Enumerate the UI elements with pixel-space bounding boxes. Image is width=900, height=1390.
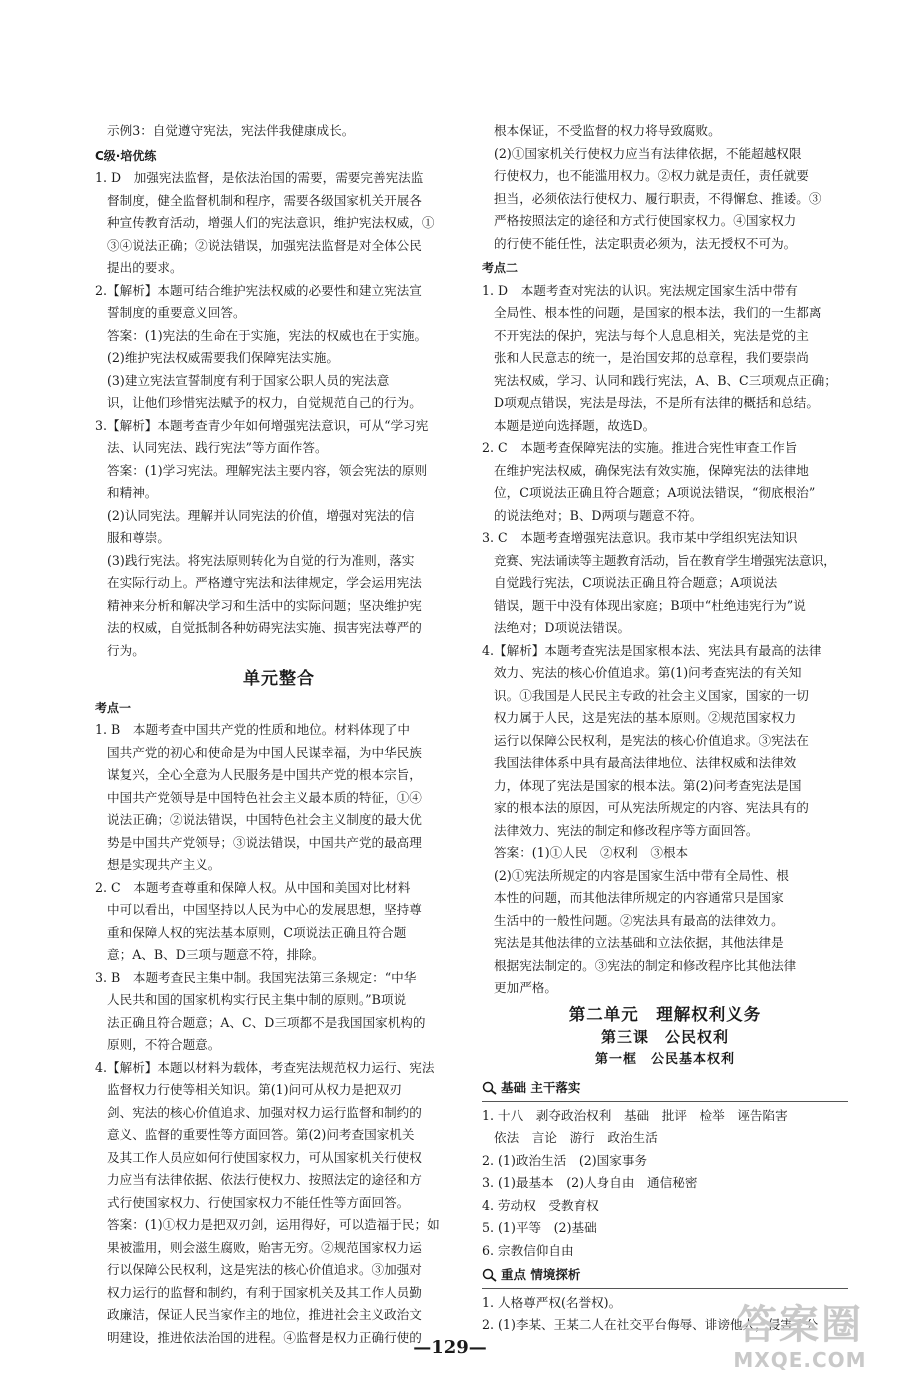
text-line: ③④说法正确；②说法错误，加强宪法监督是对全体公民 bbox=[107, 237, 422, 253]
text-line: 1. 人格尊严权(名誉权)。 bbox=[482, 1294, 622, 1310]
text-line: 2. C 本题考查保障宪法的实施。推进合宪性审查工作旨 bbox=[482, 440, 798, 455]
text-line: 想是实现共产主义。 bbox=[107, 857, 221, 872]
text-line: 本题是逆向选择题，故选D。 bbox=[494, 417, 656, 433]
text-line: 在维护宪法权威，确保宪法有效实施，保障宪法的法律地 bbox=[494, 462, 809, 478]
text-line: (3)建立宪法宣誓制度有利于国家公职人员的宪法意 bbox=[107, 372, 390, 388]
text-line: 监督权力行使等相关知识。第(1)问可从权力是把双刃 bbox=[107, 1082, 402, 1097]
text-line: 行以保障公民权利，这是宪法的核心价值追求。③加强对 bbox=[107, 1262, 422, 1277]
text-line: 力应当有法律依据、依法行使权力、按照法定的途径和方 bbox=[107, 1172, 422, 1187]
text-line: 宪法权威，学习、认同和践行宪法，A、B、C三项观点正确； bbox=[494, 372, 837, 388]
text-line: 中国共产党领导是中国特色社会主义最本质的特征，①④ bbox=[107, 789, 422, 805]
magnifier-icon bbox=[482, 1081, 498, 1095]
text-line: 识。①我国是人民民主专政的社会主义国家，国家的一切 bbox=[494, 687, 809, 703]
text-line: 更加严格。 bbox=[494, 980, 557, 995]
answer-r3 bbox=[482, 527, 848, 640]
text-line: 国共产党的初心和使命是为中国人民谋幸福，为中华民族 bbox=[107, 744, 422, 760]
text-line: (2)①宪法所规定的内容是国家生活中带有全局性、根 bbox=[494, 867, 789, 883]
text-line: 法绝对；D项说法错误。 bbox=[494, 620, 631, 635]
text-line: 势是中国共产党领导；③说法错误，中国共产党的最高理 bbox=[107, 834, 422, 850]
text-line: 权力属于人民，这是宪法的基本原则。②规范国家权力 bbox=[494, 710, 797, 725]
text-line: 2.【解析】本题可结合维护宪法权威的必要性和建立宪法宣 bbox=[95, 282, 422, 298]
text-line: 宪法是其他法律的立法基础和立法依据，其他法律是 bbox=[494, 935, 784, 950]
text-line: 式行使国家权力、行使国家权力不能任性等方面回答。 bbox=[107, 1194, 410, 1210]
basics-heading bbox=[482, 1077, 848, 1102]
text-line: (3)践行宪法。将宪法原则转化为自觉的行为准则，落实 bbox=[107, 552, 415, 568]
text-line: 果被滥用，则会滋生腐败，贻害无穷。②规范国家权力运 bbox=[107, 1239, 422, 1255]
text-line: 1. B 本题考查中国共产党的性质和地位。材料体现了中 bbox=[95, 722, 410, 737]
text-line: 明建设，推进依法治国的进程。④监督是权力正确行使的 bbox=[107, 1329, 422, 1345]
text-line: 行使权力，也不能滥用权力。②权力就是责任，责任就要 bbox=[494, 168, 809, 183]
text-line: 意义、监督的重要性等方面回答。第(2)问考查国家机关 bbox=[107, 1127, 415, 1142]
text-line: 1. D 本题考查对宪法的认识。宪法规定国家生活中带有 bbox=[482, 282, 798, 298]
text-line: 不开宪法的保护，宪法与每个人息息相关，宪法是党的主 bbox=[494, 327, 809, 343]
text-line: 种宣传教育活动，增强人们的宪法意识，维护宪法权威，① bbox=[107, 215, 435, 230]
unit-2-title: 第二单元 理解权利义务 bbox=[568, 1004, 762, 1024]
example-line: 示例3：自觉遵守宪法，宪法伴我健康成长。 bbox=[107, 123, 355, 138]
text-line: 担当，必须依法行使权力、履行职责，不得懈怠、推诿。③ bbox=[494, 190, 822, 206]
answer-r4 bbox=[482, 640, 848, 1000]
text-line: 答案：(1)学习宪法。理解宪法主要内容，领会宪法的原则 bbox=[107, 462, 428, 478]
text-line: 法、认同宪法、践行宪法”等方面作答。 bbox=[107, 440, 328, 455]
kaodian-1-heading: 考点一 bbox=[95, 700, 132, 715]
text-line: 行为。 bbox=[107, 642, 145, 658]
answer-line: 答案：(1)①人民 ②权利 ③根本 bbox=[494, 845, 689, 860]
text-line: 权力运行的监督和制约，有利于国家机关及其工作人员勤 bbox=[107, 1284, 422, 1300]
answer-c1 bbox=[95, 167, 463, 280]
watermark-logo bbox=[715, 1302, 885, 1382]
text-line: 答案：(1)宪法的生命在于实施，宪法的权威也在于实施。 bbox=[107, 327, 428, 343]
text-line: 法律效力、宪法的制定和修改程序等方面回答。 bbox=[494, 822, 759, 838]
text-line: 誓制度的重要意义回答。 bbox=[107, 305, 246, 320]
text-line: 答案：(1)①权力是把双刃剑，运用得好，可以造福于民；如 bbox=[107, 1217, 440, 1232]
text-line: 3.【解析】本题考查青少年如何增强宪法意识，可从“学习宪 bbox=[95, 417, 429, 433]
text-line: 和精神。 bbox=[107, 485, 158, 500]
text-line: 1. D 加强宪法监督，是依法治国的需要，需要完善宪法监 bbox=[95, 170, 424, 185]
text-line: 错误，题干中没有体现出家庭；B项中“杜绝违宪行为”说 bbox=[494, 597, 806, 613]
text-line: 生活中的一般性问题。②宪法具有最高的法律效力。 bbox=[494, 912, 784, 928]
text-line: 4. 劳动权 受教育权 bbox=[482, 1197, 599, 1213]
text-line: 5. (1)平等 (2)基础 bbox=[482, 1220, 597, 1235]
text-line: 剑、宪法的核心价值追求、加强对权力运行监督和制约的 bbox=[107, 1104, 422, 1120]
section-c-heading: C级·培优练 bbox=[95, 148, 157, 163]
text-line: 全局性、根本性的问题，是国家的根本法，我们的一生都离 bbox=[494, 305, 822, 320]
text-line: 重和保障人权的宪法基本原则，C项说法正确且符合题 bbox=[107, 924, 407, 940]
text-line: 2. C 本题考查尊重和保障人权。从中国和美国对比材料 bbox=[95, 879, 411, 895]
text-line: 3. B 本题考查民主集中制。我国宪法第三条规定：“中华 bbox=[95, 969, 417, 985]
text-line: 力，体现了宪法是国家的根本法。第(2)问考查宪法是国 bbox=[494, 777, 802, 793]
text-line: 1. 十八 剥夺政治权利 基础 批评 检举 诬告陷害 bbox=[482, 1107, 788, 1123]
text-line: 的行使不能任性，法定职责必须为，法无授权不可为。 bbox=[494, 235, 797, 251]
text-line: 的说法绝对；B、D两项与题意不符。 bbox=[494, 507, 703, 523]
text-line: 本性的问题，而其他法律所规定的内容通常只是国家 bbox=[494, 890, 784, 905]
text-line: 人民共和国的国家机构实行民主集中制的原则。”B项说 bbox=[107, 992, 407, 1007]
text-line: 提出的要求。 bbox=[107, 260, 183, 275]
focus-heading bbox=[482, 1264, 848, 1289]
text-line: 位，C项说法正确且符合题意；A项说法错误，“彻底根治” bbox=[494, 485, 816, 500]
lesson-title: 第三课 公民权利 bbox=[600, 1028, 729, 1046]
text-line: 竞赛、宪法诵读等主题教育活动，旨在教育学生增强宪法意识， bbox=[494, 552, 836, 568]
answer-k4 bbox=[95, 1057, 463, 1350]
text-line: 及其工作人员应如何行使国家权力，可从国家机关行使权 bbox=[107, 1149, 422, 1165]
text-line: (2)维护宪法权威需要我们保障宪法实施。 bbox=[107, 350, 339, 365]
text-line: 2. (1)政治生活 (2)国家事务 bbox=[482, 1152, 648, 1168]
kaodian-2-heading: 考点二 bbox=[482, 261, 519, 275]
answer-k3 bbox=[95, 967, 463, 1057]
frame-title: 第一框 公民基本权利 bbox=[594, 1051, 735, 1067]
text-line: 3. C 本题考查增强宪法意识。我市某中学组织宪法知识 bbox=[482, 530, 798, 545]
text-line: 中可以看出，中国坚持以人民为中心的发展思想，坚持尊 bbox=[107, 902, 422, 917]
text-line: 依法 言论 游行 政治生活 bbox=[494, 1130, 658, 1145]
answer-r2 bbox=[482, 437, 848, 527]
watermark-top: 答案圈 bbox=[737, 1302, 863, 1348]
text-line: (2)①国家机关行使权力应当有法律依据，不能超越权限 bbox=[494, 145, 802, 161]
text-line: 法正确且符合题意；A、C、D三项都不是我国国家机构的 bbox=[107, 1014, 426, 1030]
answer-c2 bbox=[95, 280, 463, 415]
text-line: 4.【解析】本题以材料为载体，考查宪法规范权力运行、宪法 bbox=[95, 1059, 435, 1075]
text-line: 服和尊崇。 bbox=[107, 530, 170, 545]
watermark-bottom: MXQE.COM bbox=[733, 1348, 867, 1372]
text-line: 效力、宪法的核心价值追求。第(1)问考查宪法的有关知 bbox=[494, 665, 802, 680]
answer-k2 bbox=[95, 877, 463, 967]
text-line: 张和人民意志的统一，是治国安邦的总章程，我们要崇尚 bbox=[494, 350, 809, 365]
text-line: 我国法律体系中具有最高法律地位、法律权威和法律效 bbox=[494, 755, 797, 770]
text-line: 自觉践行宪法，C项说法正确且符合题意；A项说法 bbox=[494, 575, 778, 590]
text-line: 精神来分析和解决学习和生活中的实际问题；坚决维护宪 bbox=[107, 597, 422, 613]
magnifier-icon bbox=[482, 1268, 498, 1282]
answer-r1 bbox=[482, 280, 848, 438]
text-line: 识，让他们珍惜宪法赋予的权力，自觉规范自己的行为。 bbox=[107, 395, 422, 410]
text-line: 意；A、B、D三项与题意不符，排除。 bbox=[107, 947, 325, 962]
text-line: 家的根本法的原因，可从宪法所规定的内容、宪法具有的 bbox=[494, 800, 809, 815]
focus-heading-label: 重点 情境探析 bbox=[501, 1267, 581, 1282]
text-line: 6. 宗教信仰自由 bbox=[482, 1242, 574, 1258]
text-line: 4.【解析】本题考查宪法是国家根本法、宪法具有最高的法律 bbox=[482, 642, 822, 658]
left-column bbox=[95, 120, 463, 1349]
text-line: 原则，不符合题意。 bbox=[107, 1037, 221, 1052]
answer-k4-continued bbox=[482, 120, 848, 255]
text-line: 法的权威，自觉抵制各种妨碍宪法实施、损害宪法尊严的 bbox=[107, 620, 422, 635]
answer-c3 bbox=[95, 415, 463, 663]
text-line: 谋复兴，全心全意为人民服务是中国共产党的根本宗旨， bbox=[107, 767, 422, 782]
text-line: 2. (1)李某、王某二人在社交平台侮辱、诽谤他人，侵害了公 bbox=[482, 1317, 819, 1332]
text-line: D项观点错误，宪法是母法，不是所有法律的概括和总结。 bbox=[494, 395, 819, 410]
unit-summary-title: 单元整合 bbox=[243, 669, 315, 689]
text-line: 根本保证，不受监督的权力将导致腐败。 bbox=[494, 123, 721, 138]
text-line: 政廉洁，保证人民当家作主的地位，推进社会主义政治文 bbox=[107, 1307, 422, 1322]
answer-k1 bbox=[95, 719, 463, 877]
basics-answers bbox=[482, 1105, 848, 1263]
text-line: 运行以保障公民权利，是宪法的核心价值追求。③宪法在 bbox=[494, 732, 809, 748]
basics-heading-label: 基础 主干落实 bbox=[501, 1080, 581, 1095]
right-column bbox=[482, 120, 848, 1337]
text-line: 说法正确；②说法错误，中国特色社会主义制度的最大优 bbox=[107, 812, 422, 827]
text-line: 根据宪法制定的。③宪法的制定和修改程序比其他法律 bbox=[494, 957, 797, 973]
page-number: —129— bbox=[413, 1337, 487, 1358]
text-line: 3. (1)最基本 (2)人身自由 通信秘密 bbox=[482, 1175, 698, 1190]
text-line: 在实际行动上。严格遵守宪法和法律规定，学会运用宪法 bbox=[107, 575, 422, 590]
text-line: 严格按照法定的途径和方式行使国家权力。④国家权力 bbox=[494, 213, 797, 228]
text-line: (2)认同宪法。理解并认同宪法的价值，增强对宪法的信 bbox=[107, 507, 415, 523]
text-line: 督制度，健全监督机制和程序，需要各级国家机关开展各 bbox=[107, 192, 422, 208]
